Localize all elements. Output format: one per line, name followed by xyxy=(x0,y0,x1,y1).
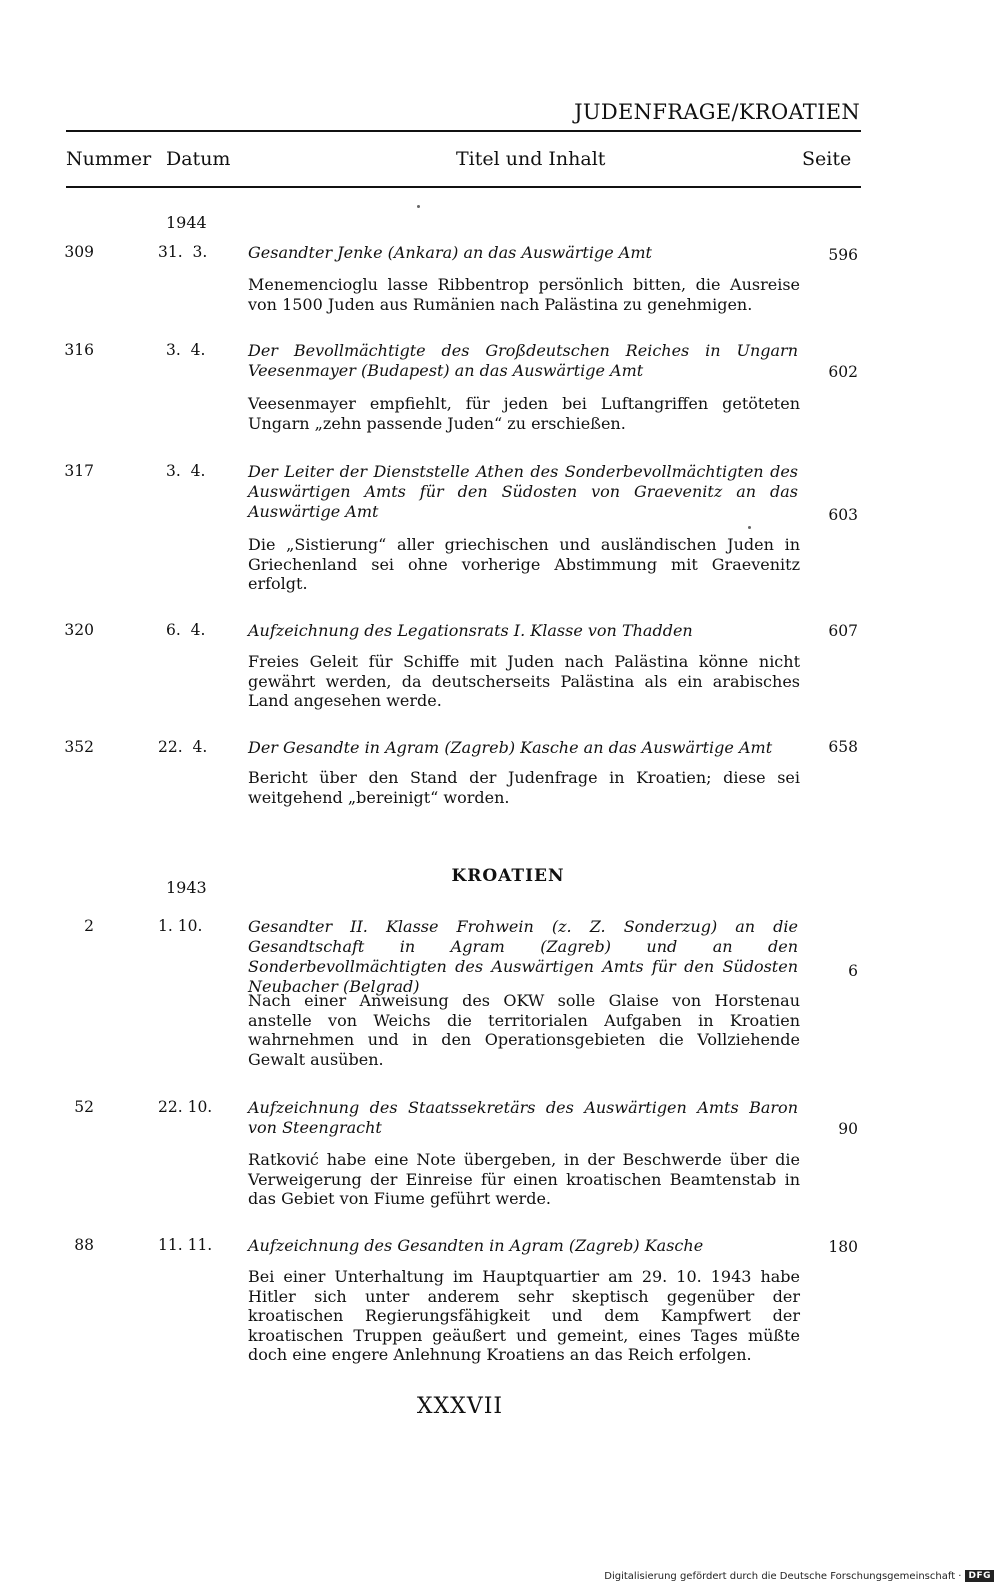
entry-title: Gesandter II. Klasse Frohwein (z. Z. Sonderzug) an die Gesandtschaft in Agram (Zagreb) und an den Sonderbevollmächtigten des Auswärtigen Amts für den Südosten Neubacher (Belgrad) xyxy=(248,917,798,996)
print-speck xyxy=(748,526,751,529)
entry-date: 31. 3. xyxy=(158,243,208,261)
entry-number: 309 xyxy=(64,243,94,261)
running-head: JUDENFRAGE/KROATIEN xyxy=(574,100,860,124)
entry-title: Aufzeichnung des Legationsrats I. Klasse von Thadden xyxy=(248,621,693,640)
entry-date: 22. 4. xyxy=(158,738,208,756)
header-rule-bottom xyxy=(66,186,861,188)
column-header-number: Nummer xyxy=(66,148,152,170)
entry-page: 602 xyxy=(828,363,858,381)
entry-title: Aufzeichnung des Gesandten in Agram (Zagreb) Kasche xyxy=(248,1236,704,1255)
entry-page: 180 xyxy=(828,1238,858,1256)
entry-title: Aufzeichnung des Staatssekretärs des Auswärtigen Amts Baron von Steengracht xyxy=(248,1098,798,1137)
entry-date: 3. 4. xyxy=(166,462,206,480)
entry-number: 52 xyxy=(74,1098,94,1116)
dfg-logo-icon: DFG xyxy=(965,1570,994,1582)
entry-page: 596 xyxy=(828,246,858,264)
entry-summary: Die „Sistierung“ aller griechischen und ausländischen Juden in Griechenland sei ohne vorherige Abstimmung mit Graevenitz erfolgt. xyxy=(248,535,800,593)
entry-title: Der Bevollmächtigte des Großdeutschen Reiches in Ungarn Veesenmayer (Budapest) an das Auswärtige Amt xyxy=(248,341,798,380)
entry-title: Der Gesandte in Agram (Zagreb) Kasche an das Auswärtige Amt xyxy=(248,738,773,757)
entry-page: 658 xyxy=(828,738,858,756)
entry-number: 352 xyxy=(64,738,94,756)
entry-summary: Bei einer Unterhaltung im Hauptquartier am 29. 10. 1943 habe Hitler sich unter anderem sehr skeptisch gegenüber der kroatischen Regierungsfähigkeit und dem Kampfwert der kroatischen Truppen geäußert und gemeint, eines Tages müßte doch eine engere Anlehnung Kroatiens an das Reich erfolgen. xyxy=(248,1267,800,1364)
entry-summary: Nach einer Anweisung des OKW solle Glaise von Horstenau anstelle von Weichs die territorialen Aufgaben in Kroatien wahrnehmen und in den Operationsgebieten die Vollziehende Gewalt ausüben. xyxy=(248,991,800,1069)
entry-title: Gesandter Jenke (Ankara) an das Auswärtige Amt xyxy=(248,243,652,262)
entry-date: 6. 4. xyxy=(166,621,206,639)
column-header-title: Titel und Inhalt xyxy=(456,148,606,170)
entry-page: 607 xyxy=(828,622,858,640)
page-folio: XXXVII xyxy=(416,1394,504,1419)
entry-title: Der Leiter der Dienststelle Athen des Sonderbevollmächtigten des Auswärtigen Amts für den Südosten von Graevenitz an das Auswärtige Amt xyxy=(248,462,798,521)
section-title: KROATIEN xyxy=(451,866,565,886)
entry-summary: Freies Geleit für Schiffe mit Juden nach Palästina könne nicht gewährt werden, da deutscherseits Palästina als ein arabisches Land angesehen werde. xyxy=(248,652,800,710)
header-rule-top xyxy=(66,130,861,132)
print-speck xyxy=(417,205,420,208)
entry-summary: Veesenmayer empfiehlt, für jeden bei Luftangriffen getöteten Ungarn „zehn passende Juden“ zu erschießen. xyxy=(248,394,800,433)
entry-summary: Ratković habe eine Note übergeben, in der Beschwerde über die Verweigerung der Einreise für einen kroatischen Beamtenstab in das Gebiet von Fiume geführt werde. xyxy=(248,1150,800,1208)
entry-date: 3. 4. xyxy=(166,341,206,359)
entry-number: 320 xyxy=(64,621,94,639)
entry-summary: Menemencioglu lasse Ribbentrop persönlich bitten, die Ausreise von 1500 Juden aus Rumänien nach Palästina zu genehmigen. xyxy=(248,275,800,314)
entry-page: 6 xyxy=(848,962,858,980)
entry-number: 88 xyxy=(74,1236,94,1254)
entry-page: 90 xyxy=(838,1120,858,1138)
entry-page: 603 xyxy=(828,506,858,524)
footer-text: Digitalisierung gefördert durch die Deutsche Forschungsgemeinschaft · xyxy=(604,1570,962,1582)
entry-date: 22. 10. xyxy=(158,1098,213,1116)
digitization-footer xyxy=(604,1570,994,1582)
year-heading: 1944 xyxy=(166,213,207,232)
year-heading: 1943 xyxy=(166,878,207,897)
entry-summary: Bericht über den Stand der Judenfrage in Kroatien; diese sei weitgehend „bereinigt“ worden. xyxy=(248,768,800,807)
entry-number: 316 xyxy=(64,341,94,359)
entry-date: 1. 10. xyxy=(158,917,203,935)
entry-date: 11. 11. xyxy=(158,1236,213,1254)
entry-number: 2 xyxy=(84,917,94,935)
column-header-date: Datum xyxy=(166,148,231,170)
entry-number: 317 xyxy=(64,462,94,480)
column-header-page: Seite xyxy=(802,148,852,170)
